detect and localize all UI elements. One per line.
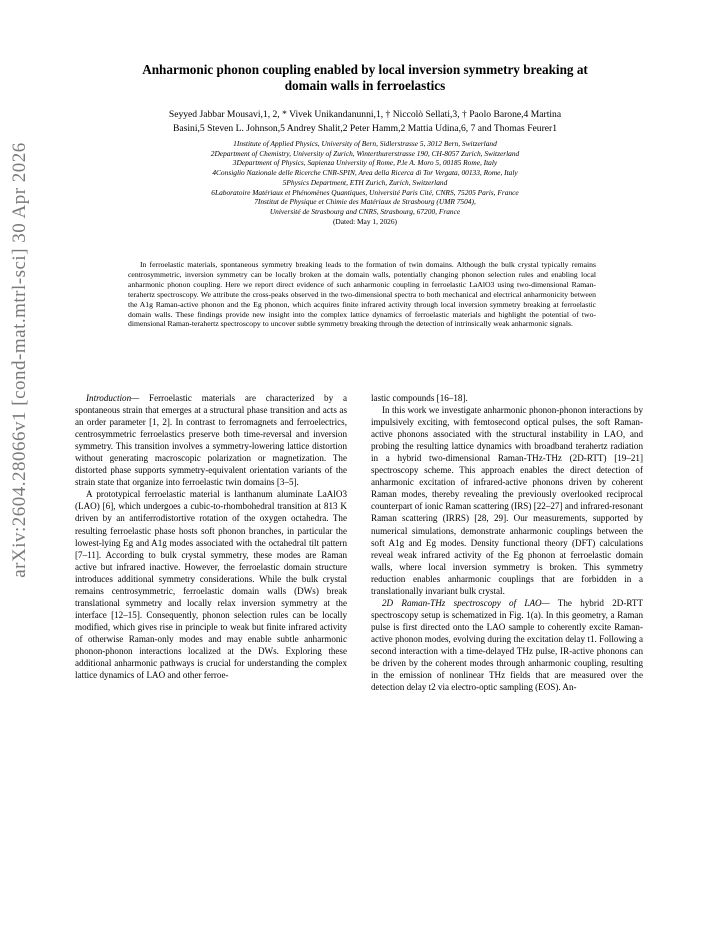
- section-text: The hybrid 2D-RTT spectroscopy setup is schematized in Fig. 1(a). In this geometry, a Raman pulse is first directed onto the LAO sample to coherently excite Raman-active phonon modes, evolving during the excitation delay t1. Following a second interaction with a time-delayed THz pulse, IR-active phonons can be driven by the coherent modes through anharmonic coupling, resulting in the emission of nonlinear THz fields that are measured over the detection delay t2 via electro-optic sampling (EOS). An-: [371, 597, 643, 693]
- affiliation-5: 5Physics Department, ETH Zurich, Zurich, Switzerland: [282, 177, 448, 187]
- paper-title: [80, 62, 650, 94]
- title-line-1: Anharmonic phonon coupling enabled by local inversion symmetry breaking at: [142, 62, 588, 77]
- left-column: [75, 392, 347, 681]
- affiliations: [90, 139, 640, 226]
- authors-line-1: Seyyed Jabbar Mousavi,1, 2, * Vivek Unikandanunni,1, † Niccolò Sellati,3, † Paolo Barone,4 Martina: [168, 109, 562, 120]
- authors-line-2: Basini,5 Steven L. Johnson,5 Andrey Shalit,2 Peter Hamm,2 Mattia Udina,6, 7 and Thomas Feurer1: [172, 123, 558, 134]
- right-column: [371, 392, 643, 693]
- date-line: (Dated: May 1, 2026): [332, 216, 398, 226]
- affiliation-2: 2Department of Chemistry, University of Zurich, Winterthurerstrasse 190, CH-8057 Zurich, Switzerland: [210, 148, 520, 158]
- intro-text: Ferroelastic materials are characterized by a spontaneous strain that emerges at a structural phase transition and acts as an order parameter [1, 2]. In contrast to ferromagnets and ferroelectrics, centrosymmetric ferroelastics preserve both time-reversal and inversion symmetry. This transition involves a symmetry-lowering lattice distortion without generating macroscopic polarization or magnetization. The distorted phase supports symmetry-equivalent orientation variants of the strain state that organize into ferroelastic twin domains [3–5].: [75, 393, 347, 488]
- right-paragraph-1: lastic compounds [16–18].: [371, 393, 468, 403]
- affiliation-6: 6Laboratoire Matériaux et Phénomènes Quantiques, Université Paris Cité, CNRS, 75205 Paris, France: [211, 187, 519, 197]
- left-paragraph-2: A prototypical ferroelastic material is lanthanum aluminate LaAlO3 (LAO) [6], which undergoes a cubic-to-rhombohedral transition at 813 K driven by an antiferrodistortive rotation of the oxygen octahedra. The resulting ferroelastic phase hosts soft phonon branches, in particular the lowest-lying Eg and A1g modes associated with the octahedral tilt pattern [7–11]. According to bulk crystal symmetry, these modes are Raman active but infrared inactive. However, the ferroelastic domain structure introduces additional symmetry considerations. While the bulk crystal remains centrosymmetric, ferroelastic domain walls (DWs) break translational symmetry and locally relax inversion symmetry at the interface [12–15]. Consequently, phonon selection rules can be locally modified, which gives rise in principle to weak but finite infrared activity of otherwise Raman-only modes and may enable subtle anharmonic phonon-phonon interactions localized at the DWs. Exploring these additional anharmonic pathways is crucial for understanding the complex lattice dynamics of LAO and other ferroe-: [75, 489, 347, 681]
- arxiv-stamp-text: arXiv:2604.28066v1 [cond-mat.mtrl-sci] 30 Apr 2026: [9, 142, 31, 578]
- affiliation-3: 3Department of Physics, Sapienza University of Rome, P.le A. Moro 5, 00185 Rome, Italy: [232, 158, 498, 168]
- affiliation-7: 7Institut de Physique et Chimie des Matériaux de Strasbourg (UMR 7504),: [254, 197, 476, 207]
- affiliation-1: 1Institute of Applied Physics, University of Bern, Sidlerstrasse 5, 3012 Bern, Switzerland: [233, 139, 497, 148]
- intro-paragraph: [75, 392, 347, 488]
- right-paragraph-2: In this work we investigate anharmonic phonon-phonon interactions by impulsively exciting, with femtosecond optical pulses, the soft Raman-active phonons associated with the structural instability in LAO, and probing the resulting lattice dynamics with broadband terahertz radiation in a hybrid two-dimensional Raman-THz-THz (2D-RTT) [19–21] spectroscopy scheme. This approach enables the direct detection of anharmonic excitation of infrared-active phonons driven by coherent Raman modes, thereby revealing the previously overlooked reciprocal counterpart of ionic Raman scattering (IRS) [22–27] and infrared-resonant Raman scattering (IRRS) [28, 29]. Our measurements, supported by numerical simulations, demonstrate anharmonic couplings between the soft A1g and Eg modes. Density functional theory (DFT) calculations reveal weak infrared activity of the Eg phonon at ferroelastic domain walls, where local inversion symmetry is broken. This symmetry reduction enables anharmonic couplings that are forbidden in a translationally invariant bulk crystal.: [371, 405, 643, 596]
- intro-heading: Introduction—: [86, 393, 140, 403]
- affiliation-4: 4Consiglio Nazionale delle Ricerche CNR-SPIN, Area della Ricerca di Tor Vergata, 00133, Rome, Italy: [212, 168, 518, 178]
- abstract: In ferroelastic materials, spontaneous symmetry breaking leads to the formation of twin domains. Although the bulk crystal typically remains centrosymmetric, inversion symmetry can be locally broken at the domain walls, potentially changing phonon selection rules and enabling local anharmonic phonon coupling. Here we report direct evidence of such anharmonic coupling in ferroelastic LaAlO3 using two-dimensional Raman-terahertz spectroscopy. We attribute the cross-peaks observed in the two-dimensional spectra to both mechanical and electrical anharmonicity between the A1g Raman-active phonon and the Eg phonon, which acquires finite infrared activity through local inversion symmetry breaking at ferroelastic domain walls. These findings provide new insight into the complex lattice dynamics of ferroelastic materials and highlight the potential of two-dimensional Raman-terahertz spectroscopy to uncover subtle symmetry breaking through the detection of intrinsically weak anharmonic signals.: [128, 260, 596, 329]
- title-line-2: domain walls in ferroelastics: [284, 78, 446, 93]
- affiliation-7-cont: Université de Strasbourg and CNRS, Strasbourg, 67200, France: [269, 206, 461, 216]
- section-paragraph: [371, 597, 643, 693]
- author-list: [80, 108, 650, 136]
- section-heading: 2D Raman-THz spectroscopy of LAO—: [382, 597, 550, 608]
- arxiv-stamp: [2, 80, 38, 640]
